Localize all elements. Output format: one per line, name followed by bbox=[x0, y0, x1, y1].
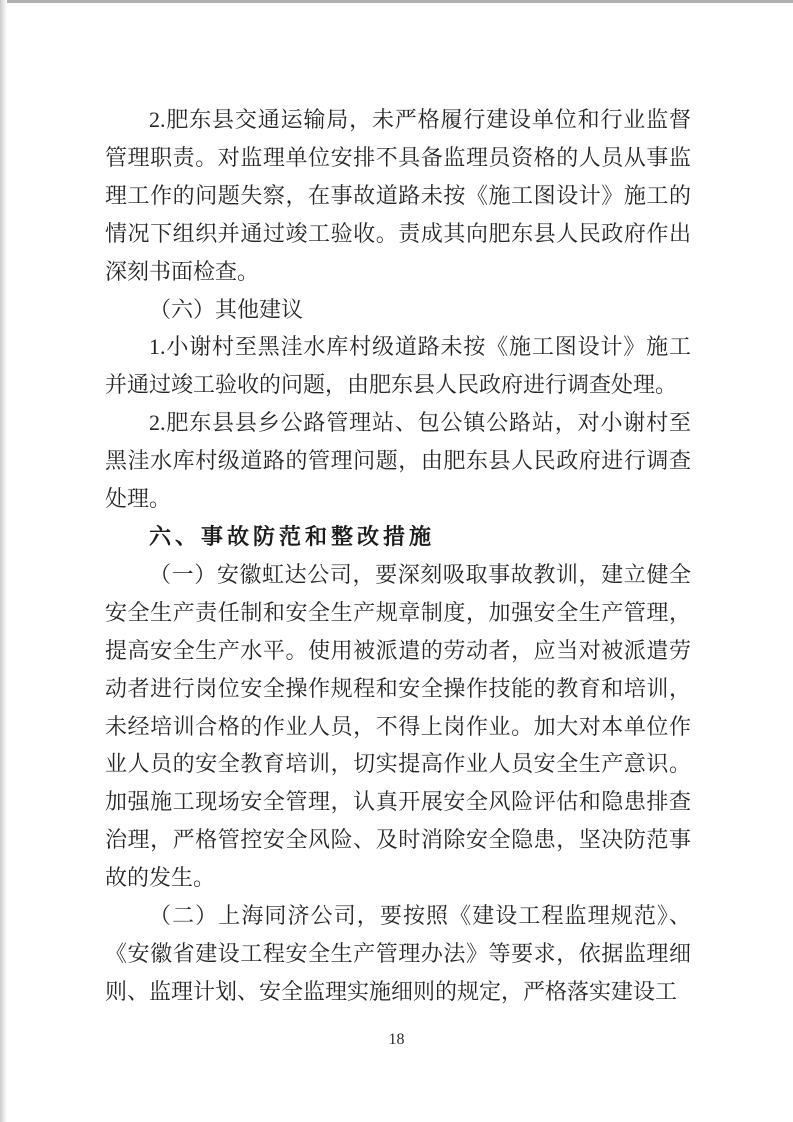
paragraph: 2.肥东县交通运输局，未严格履行建设单位和行业监督管理职责。对监理单位安排不具备监理员资格的人员从事监理工作的问题失察，在事故道路未按《施工图设计》施工的情况下组织并通过竣工验收。责成其向肥东县人民政府作出深刻书面检查。 bbox=[105, 107, 691, 284]
paragraph: 1.小谢村至黑洼水库村级道路未按《施工图设计》施工并通过竣工验收的问题，由肥东县人民政府进行调查处理。 bbox=[105, 334, 691, 398]
paragraph: （一）安徽虹达公司，要深刻吸取事故教训，建立健全安全生产责任制和安全生产规章制度，加强安全生产管理，提高安全生产水平。使用被派遣的劳动者，应当对被派遣劳动者进行岗位安全操作规程和安全操作技能的教育和培训，未经培训合格的作业人员，不得上岗作业。加大对本单位作业人员的安全教育培训，切实提高作业人员安全生产意识。加强施工现场安全管理，认真开展安全风险评估和隐患排查治理，严格管控安全风险、及时消除安全隐患，坚决防范事故的发生。 bbox=[105, 561, 691, 891]
page-left-edge bbox=[0, 0, 7, 1122]
paragraph: （六）其他建议 bbox=[149, 296, 304, 322]
paragraph: 2.肥东县县乡公路管理站、包公镇公路站，对小谢村至黑洼水库村级道路的管理问题，由肥东县人民政府进行调查处理。 bbox=[105, 410, 691, 512]
page-top-edge bbox=[0, 0, 793, 3]
paragraph: （二）上海同济公司，要按照《建设工程监理规范》、《安徽省建设工程安全生产管理办法》等要求，依据监理细则、监理计划、安全监理实施细则的规定，严格落实建设工 bbox=[105, 903, 691, 1004]
page-number: 18 bbox=[388, 1031, 405, 1048]
document-body bbox=[105, 101, 691, 1011]
section-heading: 六、事故防范和整改措施 bbox=[149, 523, 436, 549]
